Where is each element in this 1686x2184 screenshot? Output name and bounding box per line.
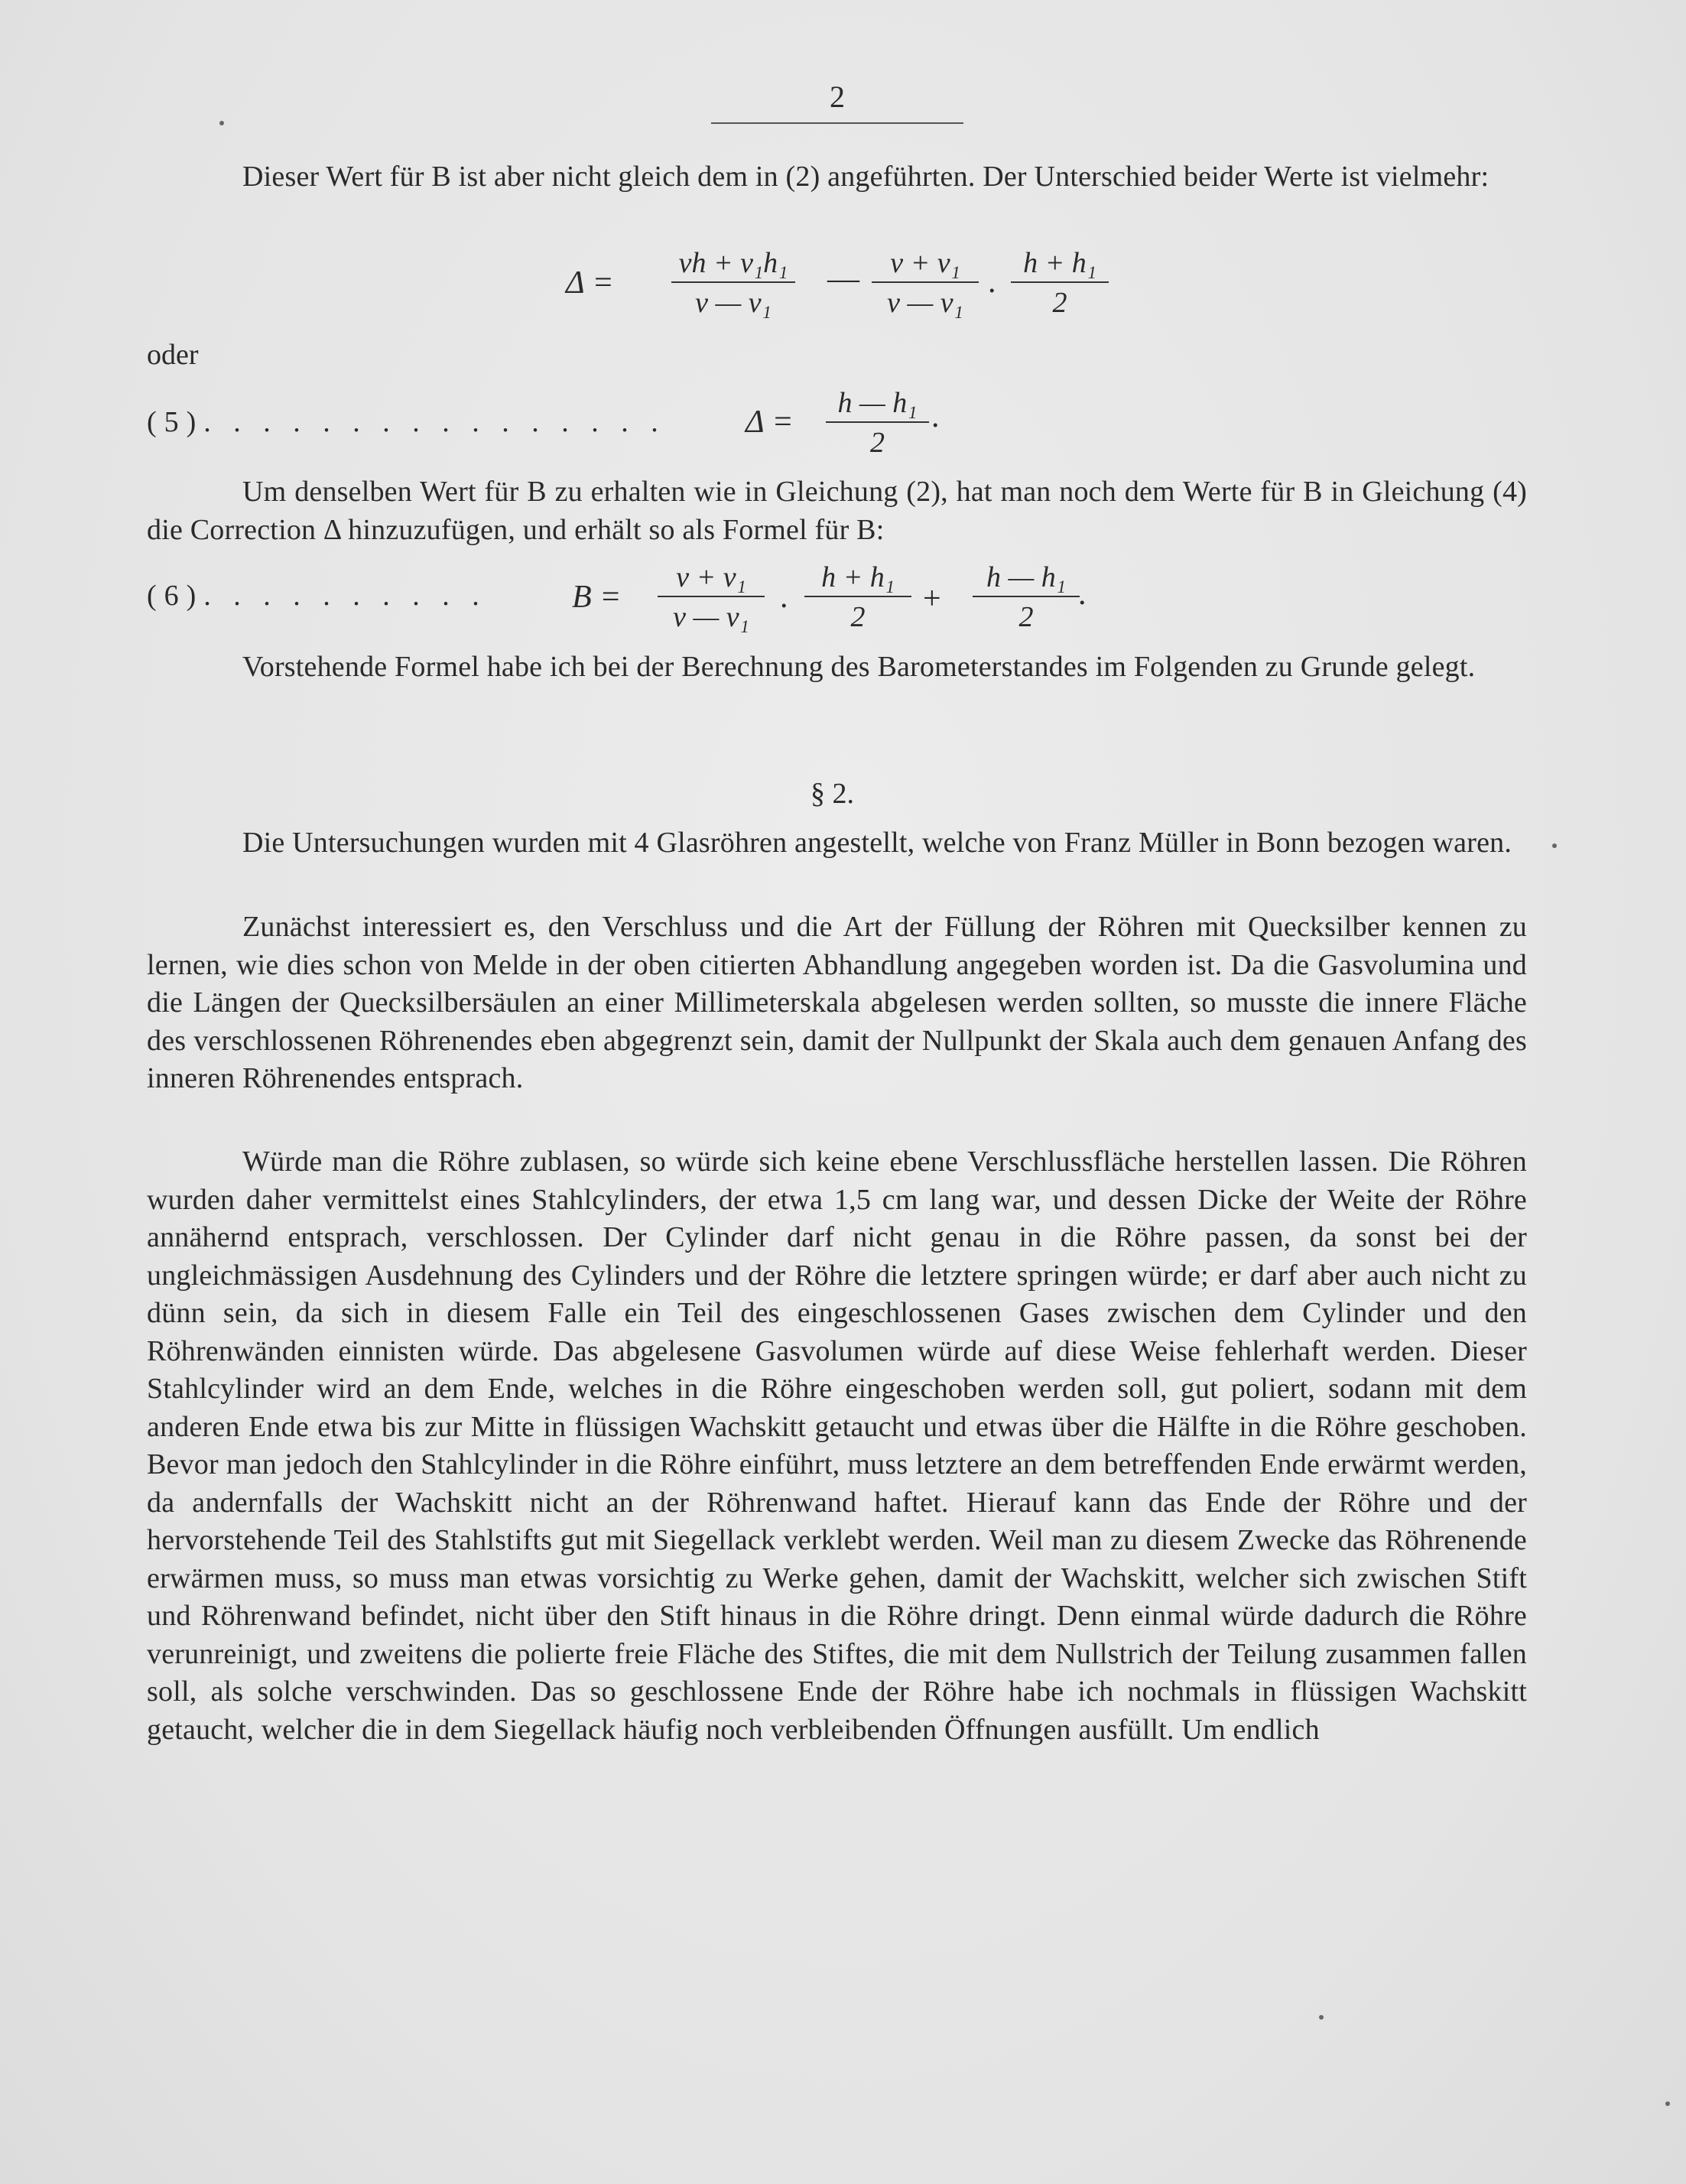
- eq-delta-f2-denominator: v — v₁: [887, 287, 963, 319]
- eq-delta-dot: .: [988, 265, 996, 300]
- eq6-dot: .: [780, 580, 788, 615]
- eq5-denominator: 2: [870, 427, 885, 459]
- paragraph-6: Würde man die Röhre zublasen, so würde sich keine ebene Verschlussfläche herstellen lassen. Die Röhren wurden daher vermittelst eines Stahlcylinders, der etwa 1,5 cm lang war, und dessen Dicke der Weite der Röhre annähernd entsprach, verschlossen. Der Cylinder darf nicht genau in die Röhre passen, da sonst bei der ungleichmässigen Ausdehnung des Cylinders und der Röhre die letztere springen würde; er darf aber auch nicht zu dünn sein, da sich in diesem Falle ein Teil des eingeschlossenen Gases zwischen dem Cylinder und den Röhrenwänden einnisten würde. Das abgelesene Gasvolumen würde auf diese Weise fehlerhaft werden. Dieser Stahlcylinder wird an dem Ende, welches in die Röhre eingeschoben werden soll, gut poliert, sodann mit dem anderen Ende etwa bis zur Mitte in flüssigen Wachskitt getaucht und etwas über die Hälfte in die Röhre geschoben. Bevor man jedoch den Stahlcylinder in die Röhre einführt, muss letztere an dem betreffenden Ende erwärmt werden, da andernfalls der Wachskitt nicht an der Röhrenwand haftet. Hierauf kann das Ende der Röhre und der hervorstehende Teil des Stahlstifts gut mit Siegellack verklebt werden. Weil man zu diesem Zwecke das Röhrenende erwärmen muss, so muss man etwas vorsichtig zu Werke gehen, damit der Wachskitt, welcher sich zwischen Stift und Röhrenwand befindet, nicht über den Stift hinaus in die Röhre dringt. Denn einmal würde dadurch die Röhre verunreinigt, und zweitens die polierte freie Fläche des Stiftes, die mit dem Nullstrich der Teilung zusammen fallen soll, als solche verschwinden. Das so geschlossene Ende der Röhre habe ich nochmals in flüssigen Wachskitt getaucht, welcher die in dem Siegellack häufig noch verbleibenden Öffnungen ausfüllt. Um endlich: [147, 1146, 1527, 1746]
- eq6-fraction-1: [658, 561, 765, 634]
- scan-speck: [219, 121, 224, 125]
- paragraph-5: Zunächst interessiert es, den Verschluss und die Art der Füllung der Röhren mit Quecksilber kennen zu lernen, wie dies schon von Melde in der oben citierten Abhandlung angegeben worden ist. Da die Gasvolumina und die Längen der Quecksilbersäulen an einer Millimeterskala abgelesen werden sollten, so musste die innere Fläche des verschlossenen Röhrenendes eben abgegrenzt sein, damit der Nullpunkt der Skala auch dem genauen Anfang des inneren Röhrenendes entsprach.: [147, 911, 1527, 1094]
- paragraph-3: Vorstehende Formel habe ich bei der Berechnung des Barometerstandes im Folgenden zu Grunde gelegt.: [242, 651, 1476, 683]
- eq6-f2-numerator: h + h₁: [821, 561, 895, 593]
- paragraph-1: Dieser Wert für B ist aber nicht gleich dem in (2) angeführten. Der Unterschied beider Werte ist vielmehr:: [242, 161, 1489, 193]
- eq6-f1-denominator: v — v₁: [673, 601, 749, 633]
- eq6-f3-denominator: 2: [1018, 601, 1034, 633]
- eq6-f1-numerator: v + v₁: [676, 561, 746, 593]
- paragraph-4: Die Untersuchungen wurden mit 4 Glasröhren angestellt, welche von Franz Müller in Bonn bezogen waren.: [242, 827, 1512, 859]
- page-number-rule: [711, 122, 963, 124]
- eq6-f3-numerator: h — h₁: [986, 561, 1066, 593]
- eq6-plus: +: [923, 581, 941, 616]
- section-heading: § 2.: [811, 778, 854, 810]
- scan-speck: [1665, 2101, 1670, 2106]
- eq6-fraction-3: [973, 561, 1080, 634]
- eq-delta-fraction-2: [872, 246, 979, 320]
- paragraph-2: Um denselben Wert für B zu erhalten wie in Gleichung (2), hat man noch dem Werte für B in Gleichung (4) die Correction Δ hinzuzufügen, und erhält so als Formel für B:: [147, 476, 1527, 546]
- eq5-numerator: h — h₁: [837, 387, 918, 419]
- fraction-bar: [1011, 281, 1109, 283]
- fraction-bar: [804, 596, 911, 597]
- eq6-f2-denominator: 2: [850, 601, 866, 633]
- fraction-bar: [826, 421, 929, 423]
- eq-delta-f2-numerator: v + v₁: [890, 247, 960, 279]
- fraction-bar: [973, 596, 1080, 597]
- eq5-fraction: [826, 386, 929, 460]
- eq5-label: (5). . . . . . . . . . . . . . . .: [147, 406, 666, 438]
- eq5-end: .: [931, 399, 940, 434]
- eq-delta-f1-numerator: vh + v₁h₁: [678, 247, 788, 279]
- eq6-end: .: [1078, 577, 1087, 612]
- eq-delta-fraction-1: [671, 246, 795, 320]
- eq6-lhs: B =: [572, 580, 622, 615]
- page-number: 2: [830, 80, 845, 114]
- eq6-fraction-2: [804, 561, 911, 634]
- fraction-bar: [658, 596, 765, 597]
- eq-delta-f1-denominator: v — v₁: [695, 287, 772, 319]
- eq-delta-f3-numerator: h + h₁: [1023, 247, 1096, 279]
- eq-delta-fraction-3: [1011, 246, 1109, 320]
- eq-delta-f3-denominator: 2: [1052, 287, 1067, 319]
- word-oder: oder: [147, 339, 199, 371]
- scan-speck: [1552, 843, 1557, 848]
- eq-delta-lhs: Δ =: [566, 265, 614, 301]
- eq5-lhs: Δ =: [746, 405, 794, 440]
- fraction-bar: [872, 281, 979, 283]
- fraction-bar: [671, 281, 795, 283]
- scan-speck: [1319, 2015, 1324, 2020]
- eq6-label: (6). . . . . . . . . .: [147, 580, 487, 612]
- eq-delta-minus: —: [827, 262, 859, 297]
